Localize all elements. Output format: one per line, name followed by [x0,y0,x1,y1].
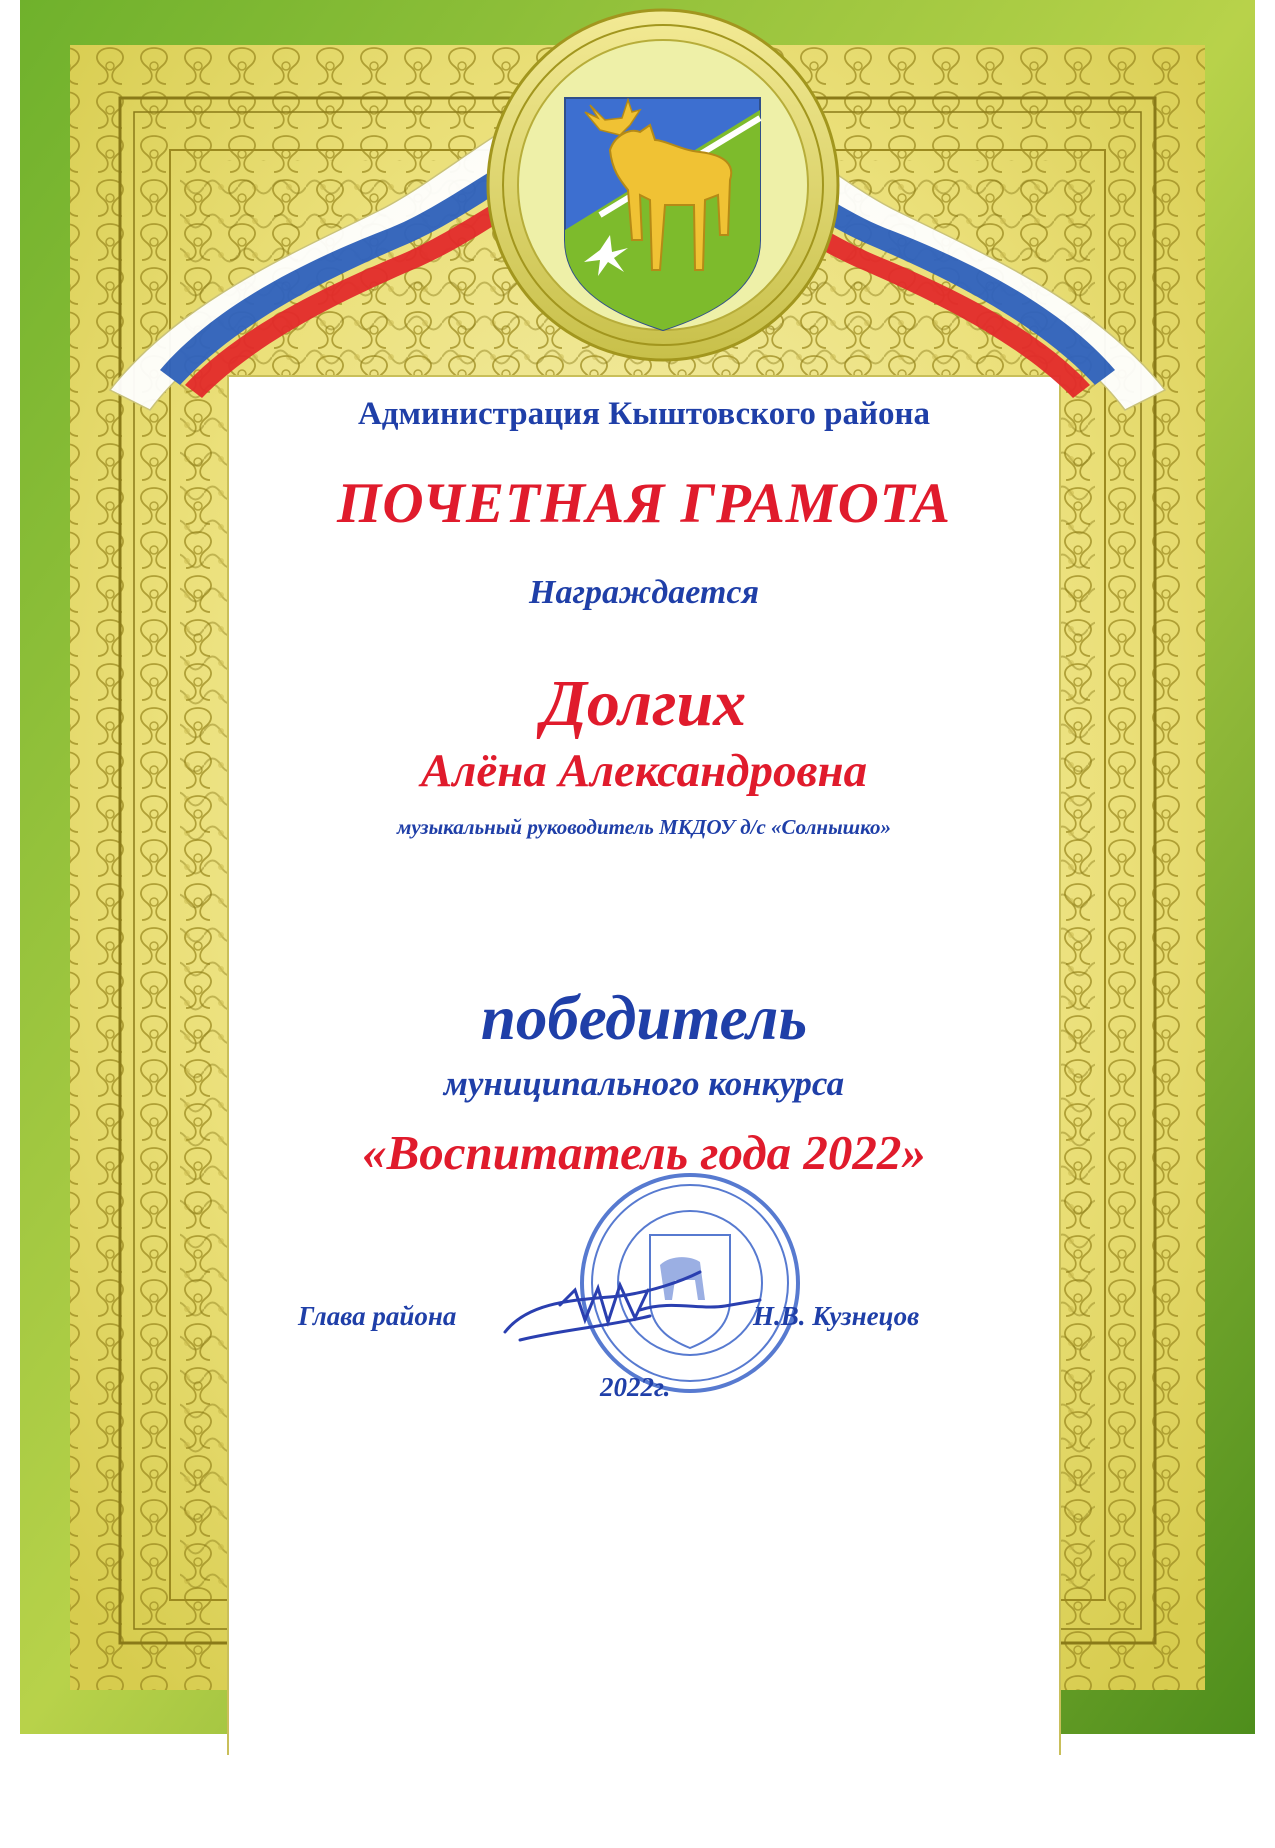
contest-type: муниципального конкурса [443,1064,845,1103]
signatory-name: Н.В. Кузнецов [753,1301,920,1331]
signatory-title: Глава района [298,1301,457,1331]
coat-of-arms-emblem [488,10,838,360]
award-status: победитель [480,983,808,1053]
contest-name: «Воспитатель года 2022» [362,1125,926,1180]
administration-heading: Администрация Кыштовского района [357,396,931,432]
certificate-text-panel [228,376,1060,1848]
recipient-position: музыкальный руководитель МКДОУ д/с «Солнышко» [396,815,891,839]
awarded-label: Награждается [529,574,759,611]
certificate-year: 2022г. [600,1372,671,1402]
certificate-title: ПОЧЕТНАЯ ГРАМОТА [336,472,952,535]
recipient-surname: Долгих [541,667,747,740]
recipient-given-names: Алёна Александровна [420,745,868,797]
